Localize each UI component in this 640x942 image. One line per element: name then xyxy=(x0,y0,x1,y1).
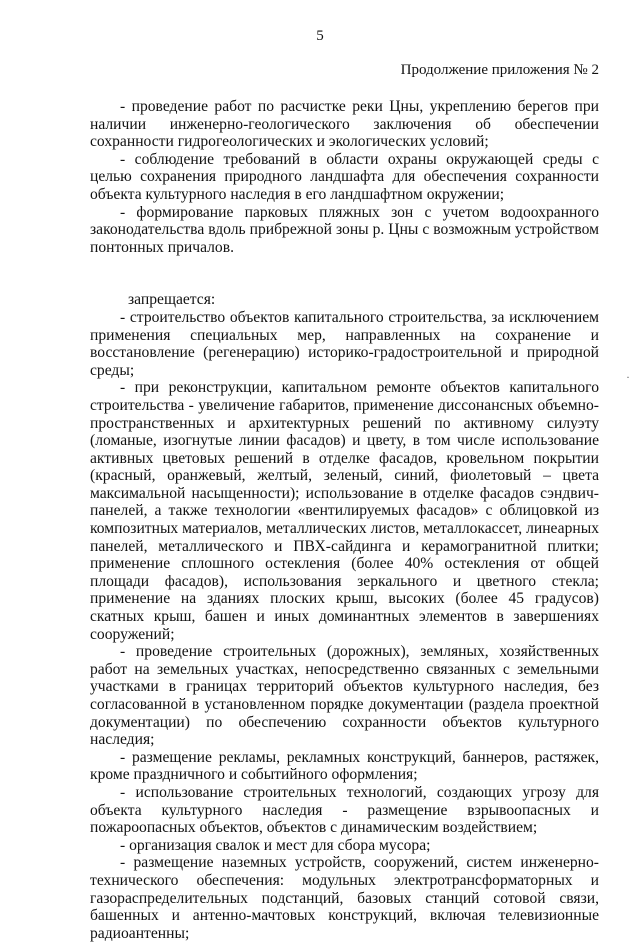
paragraph-reconstruction: - при реконструкции, капитальном ремонте объектов капитального строительства - увеличение габаритов, применение диссонансных объемно-пространственных и архитектурных решений по активному силуэту (ломаные, изогнутые линии фасадов) и цвету, в том числе использование активных цветовых решений в отделке фасадов, кровельном покрытии (красный, оранжевый, желтый, зеленый, синий, фиолетовый – цвета максимальной насыщенности); использование в отделке фасадов сэндвич-панелей, а также технологии «вентилируемых фасадов» с облицовкой из композитных материалов, металлических листов, металлокассет, линеарных панелей, металлического и ПВХ-сайдинга и керамогранитной плитки; применение сплошного остекления (более 40% остекления от общей площади фасадов), использования зеркального и цветного стекла; применение на зданиях плоских крыш, высоких (более 45 градусов) скатных крыш, башен и иных доминантных элементов в завершениях сооружений; xyxy=(90,379,599,643)
paragraph-capital-construction: - строительство объектов капитального строительства, за исключением применения специальных мер, направленных на сохранение и восстановление (регенерацию) историко-градостроительной и природной среды; xyxy=(90,308,599,379)
paragraph-waste-dumps: - организация свалок и мест для сбора мусора; xyxy=(120,836,431,854)
paragraph-engineering-systems: - размещение наземных устройств, сооружений, систем инженерно-технического обеспечения: модульных электротрансформаторных и газораспределительных подстанций, базовых станций сотовой связи, башенных и антенно-мачтовых конструкций, включая телевизионные радиоантенны; xyxy=(90,854,599,942)
appendix-continuation-note: Продолжение приложения № 2 xyxy=(400,62,599,78)
document-body xyxy=(90,98,599,942)
paragraph-earthworks: - проведение строительных (дорожных), земляных, хозяйственных работ на земельных участках, непосредственно связанных с земельными участками в границах территорий объектов культурного наследия, без согласованной в установленном порядке документации (раздела проектной документации) по обеспечению сохранности объектов культурного наследия; xyxy=(90,643,599,749)
prohibited-heading: запрещается: xyxy=(128,291,216,309)
margin-mark: · xyxy=(626,370,630,384)
paragraph-beach-zones: - формирование парковых пляжных зон с учетом водоохранного законодательства вдоль прибрежной зоны р. Цны с возможным устройством понтонных причалов. xyxy=(90,203,599,256)
paragraph-river-clearing: - проведение работ по расчистке реки Цны, укреплению берегов при наличии инженерно-геологического заключения об обеспечении сохранности гидрогеологических и экологических условий; xyxy=(90,98,599,151)
section-spacer xyxy=(90,256,599,291)
paragraph-advertising: - размещение рекламы, рекламных конструкций, баннеров, растяжек, кроме праздничного и событийного оформления; xyxy=(90,748,599,784)
paragraph-hazardous-technologies: - использование строительных технологий, создающих угрозу для объекта культурного наследия - размещение взрывоопасных и пожароопасных объектов, объектов с динамическим воздействием; xyxy=(90,783,599,837)
page-number: 5 xyxy=(316,28,324,44)
paragraph-environment-protection: - соблюдение требований в области охраны окружающей среды с целью сохранения природного ландшафта для обеспечения сохранности объекта культурного наследия в его ландшафтном окружении; xyxy=(90,150,599,203)
